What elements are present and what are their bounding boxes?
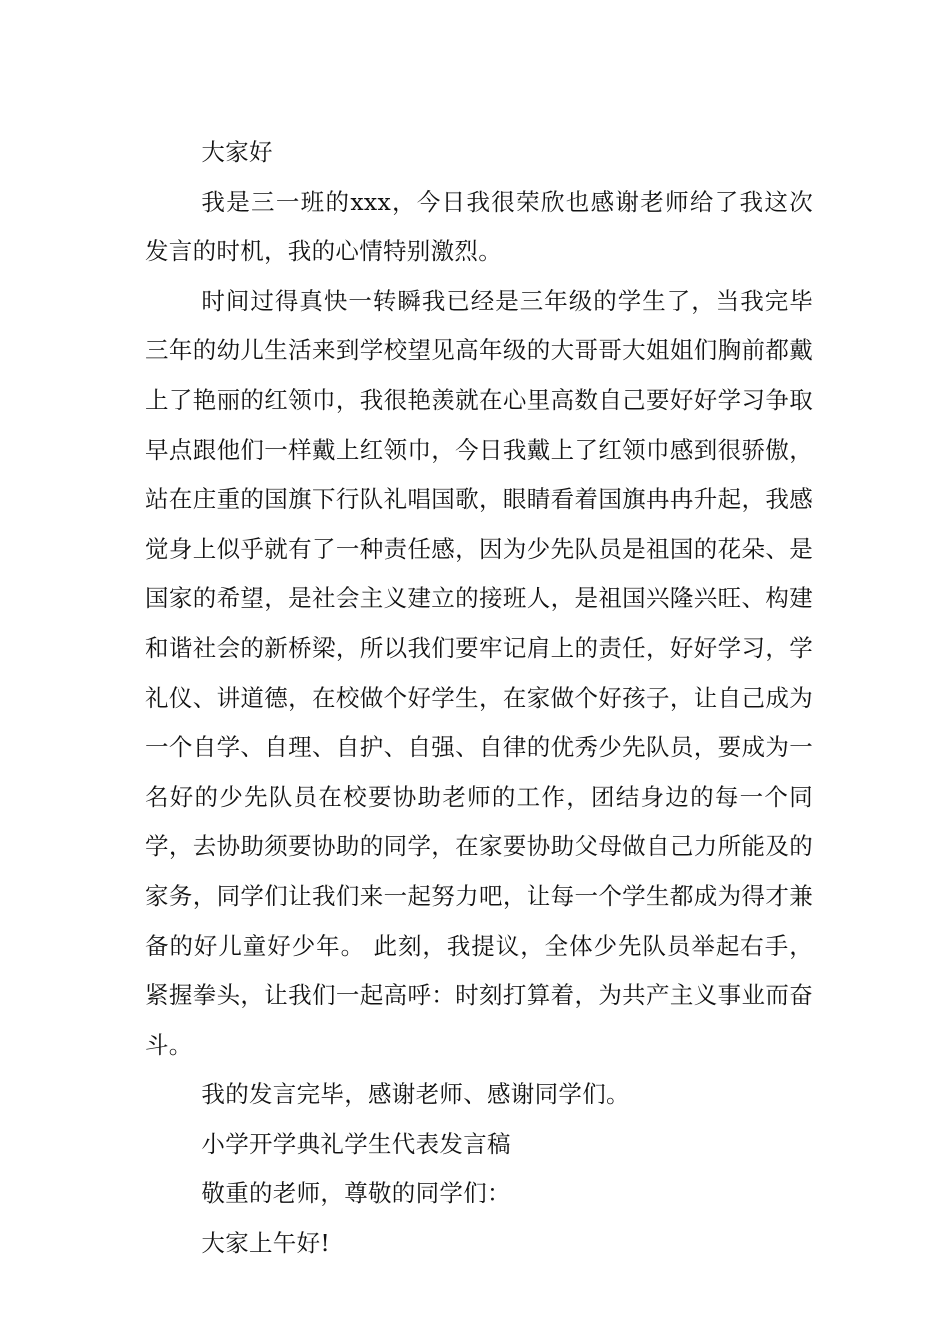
salutation-paragraph: 敬重的老师，尊敬的同学们： [201, 1179, 511, 1208]
closing-paragraph: 我的发言完毕，感谢老师、感谢同学们。 [201, 1080, 630, 1109]
greeting-paragraph: 大家好 [201, 138, 273, 166]
morning-greeting-paragraph: 大家上午好! [201, 1229, 331, 1258]
section-title: 小学开学典礼学生代表发言稿 [201, 1129, 511, 1158]
document-body [145, 128, 813, 1269]
intro-paragraph: 我是三一班的xxx，今日我很荣欣也感谢老师给了我这次发言的时机，我的心情特别激烈。 [145, 187, 813, 266]
main-paragraph: 时间过得真快一转瞬我已经是三年级的学生了，当我完毕三年的幼儿生活来到学校望见高年级的大哥哥大姐姐们胸前都戴上了艳丽的红领巾，我很艳羡就在心里高数自己要好好学习争取早点跟他们一样戴上红领巾，今日我戴上了红领巾感到很骄傲，站在庄重的国旗下行队礼唱国歌，眼睛看着国旗冉冉升起，我感觉身上似乎就有了一种责任感，因为少先队员是祖国的花朵、是国家的希望，是社会主义建立的接班人，是祖国兴隆兴旺、构建和谐社会的新桥梁，所以我们要牢记肩上的责任，好好学习，学礼仪、讲道德，在校做个好学生，在家做个好孩子，让自己成为一个自学、自理、自护、自强、自律的优秀少先队员，要成为一名好的少先队员在校要协助老师的工作，团结身边的每一个同学，去协助须要协助的同学，在家要协助父母做自己力所能及的家务，同学们让我们来一起努力吧，让每一个学生都成为得才兼备的好儿童好少年。 此刻，我提议，全体少先队员举起右手，紧握拳头，让我们一起高呼：时刻打算着，为共产主义事业而奋斗。 [145, 286, 813, 1059]
